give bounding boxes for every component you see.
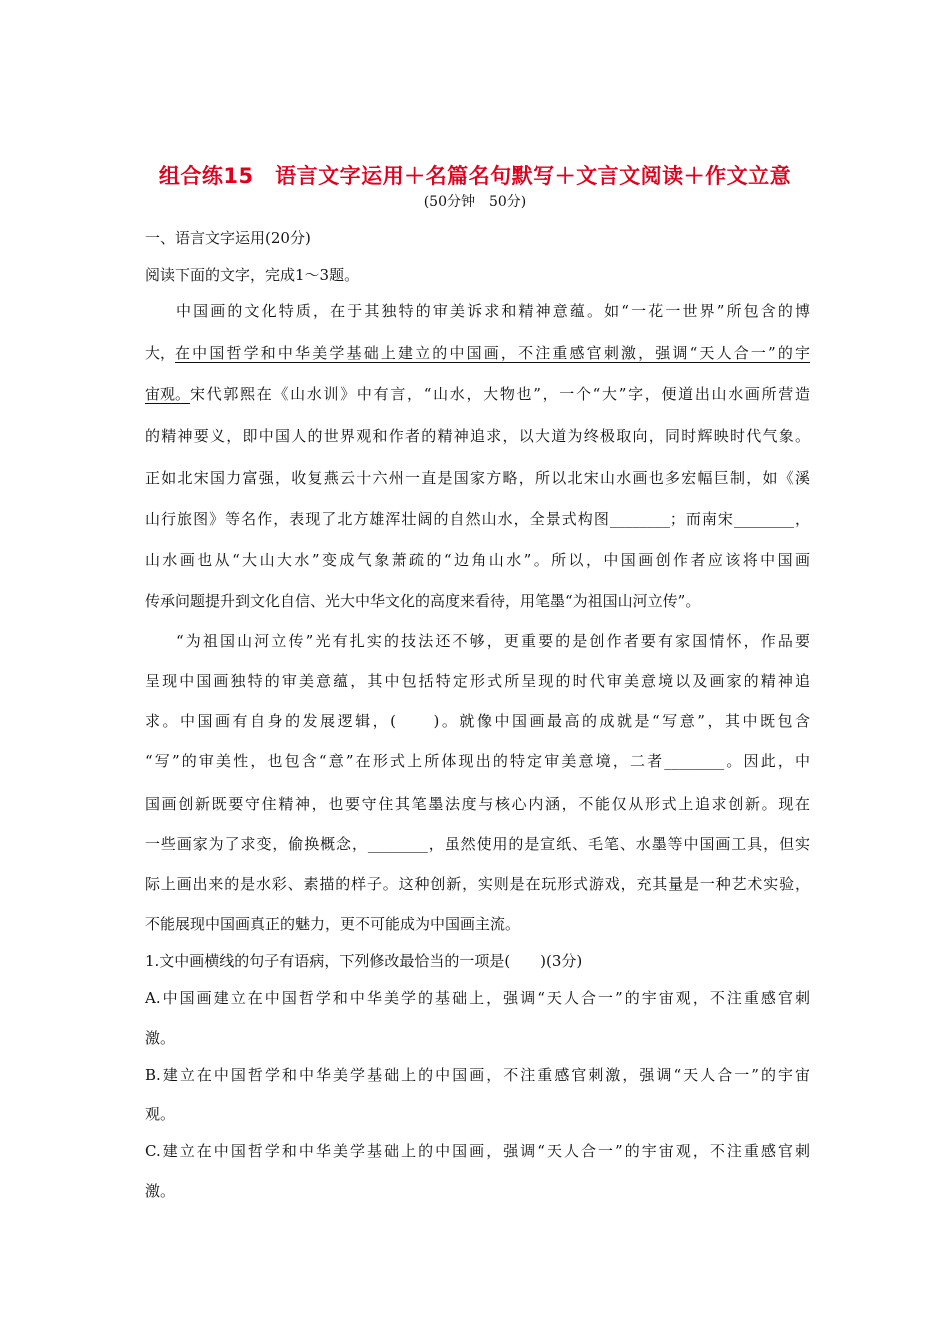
- option-c: C.建立在中国哲学和中华美学基础上的中国画，强调“天人合一”的宇宙观，不注重感官刺: [145, 1142, 810, 1160]
- passage-text: 宋代郭熙在《山水训》中有言，“山水，大物也”，一个“大”字，便道出山水画所营造: [190, 385, 810, 403]
- passage-line: 传承问题提升到文化自信、光大中华文化的高度来看待，用笔墨“为祖国山河立传”。: [145, 592, 701, 610]
- passage-line: 山水画也从“大山大水”变成气象萧疏的“边角山水”。所以，中国画创作者应该将中国画: [145, 551, 810, 569]
- page-title: 组合练15 语言文字运用＋名篇名句默写＋文言文阅读＋作文立意: [158, 164, 792, 188]
- passage-line: 国画创新既要守住精神，也要守住其笔墨法度与核心内涵，不能仅从形式上追求创新。现在: [145, 795, 810, 813]
- option-b: B.建立在中国哲学和中华美学基础上的中国画，不注重感官刺激，强调“天人合一”的宇宙: [145, 1066, 810, 1084]
- time-score-note: (50分钟 50分): [423, 194, 527, 210]
- passage-line: 的精神要义，即中国人的世界观和作者的精神追求，以大道为终极取向，同时辉映时代气象。: [145, 427, 810, 445]
- passage-line: 正如北宋国力富强，收复燕云十六州一直是国家方略，所以北宋山水画也多宏幅巨制，如《溪: [145, 469, 810, 487]
- passage-line: 山行旅图》等名作，表现了北方雄浑壮阔的自然山水，全景式构图________；而南宋________，: [145, 510, 810, 528]
- passage-line: 求。中国画有自身的发展逻辑，( )。就像中国画最高的成就是“写意”，其中既包含: [145, 712, 810, 730]
- section-heading: 一、语言文字运用(20分): [145, 229, 311, 247]
- passage-text: 大，: [145, 344, 176, 362]
- underlined-sentence: 在中国哲学和中华美学基础上建立的中国画，不注重感官刺激，强调“天人合一”的宇: [175, 344, 810, 362]
- passage-line: 不能展现中国画真正的魅力，更不可能成为中国画主流。: [145, 915, 521, 933]
- question-stem: 1.文中画横线的句子有语病，下列修改最恰当的一项是( )(3分): [145, 952, 583, 970]
- passage-line: [145, 383, 810, 404]
- passage-line: 际上画出来的是水彩、素描的样子。这种创新，实则是在玩形式游戏，充其量是一种艺术实验，: [145, 875, 810, 893]
- option-c-cont: 激。: [145, 1182, 176, 1200]
- passage-line: 呈现中国画独特的审美意蕴，其中包括特定形式所呈现的时代审美意境以及画家的精神追: [145, 672, 810, 690]
- underlined-sentence: 宙观。: [145, 385, 191, 403]
- reading-instruction: 阅读下面的文字，完成1～3题。: [145, 266, 360, 284]
- passage-line: 一些画家为了求变，偷换概念，________，虽然使用的是宣纸、毛笔、水墨等中国画工具，但实: [145, 835, 810, 853]
- option-a: A.中国画建立在中国哲学和中华美学的基础上，强调“天人合一”的宇宙观，不注重感官刺: [145, 989, 810, 1007]
- passage-line: 中国画的文化特质，在于其独特的审美诉求和精神意蕴。如“一花一世界”所包含的博: [176, 302, 810, 320]
- passage-line: “为祖国山河立传”光有扎实的技法还不够，更重要的是创作者要有家国情怀，作品要: [176, 632, 810, 650]
- passage-line: “写”的审美性，也包含“意”在形式上所体现出的特定审美意境，二者________。因此，中: [145, 752, 810, 770]
- passage-line: [145, 342, 810, 363]
- option-a-cont: 激。: [145, 1029, 176, 1047]
- option-b-cont: 观。: [145, 1105, 176, 1123]
